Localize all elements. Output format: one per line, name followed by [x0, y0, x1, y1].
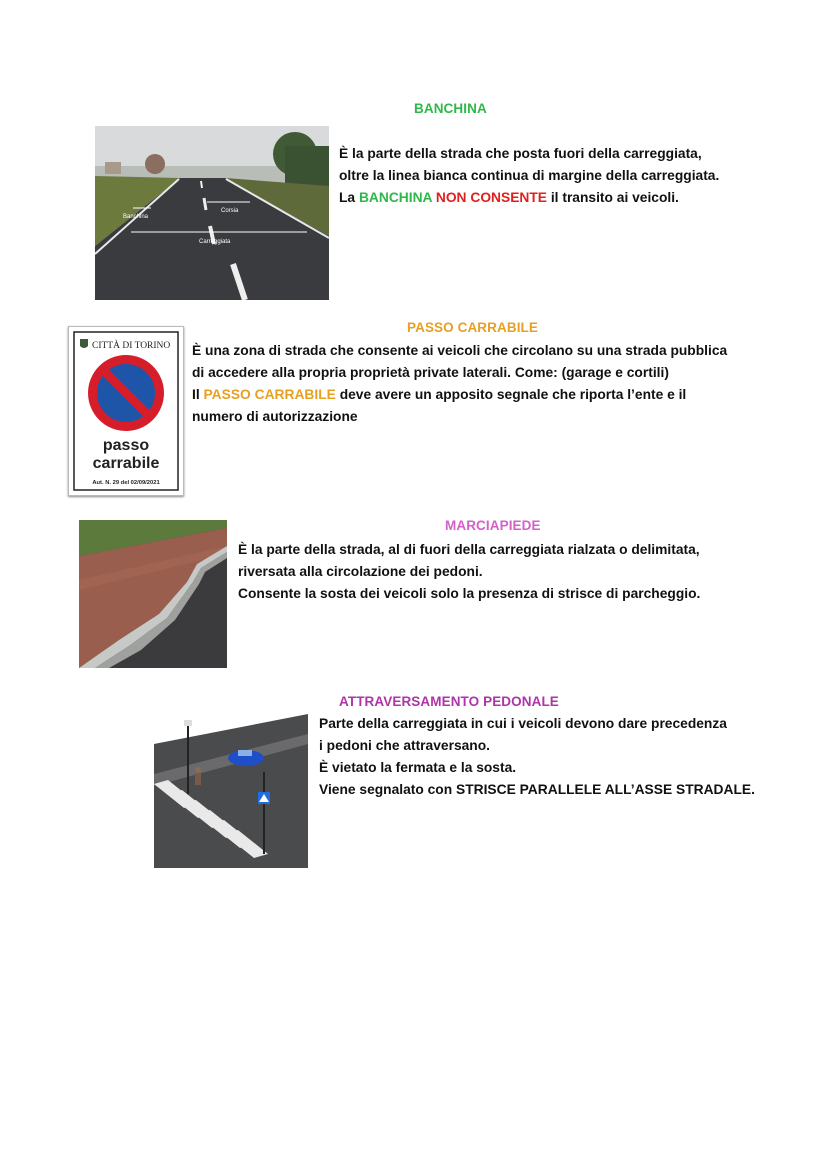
marciapiede-line-2: riversata alla circolazione dei pedoni.: [238, 564, 483, 579]
marciapiede-title: MARCIAPIEDE: [445, 518, 541, 533]
passo-line-1: È una zona di strada che consente ai veicoli che circolano su una strada pubblica: [192, 343, 728, 358]
attraversamento-text: [319, 713, 755, 801]
marciapiede-line-3: Consente la sosta dei veicoli solo la presenza di strisce di parcheggio.: [238, 586, 701, 601]
passo-carrabile-sign: [68, 326, 184, 496]
attraversamento-photo: [154, 714, 308, 868]
passo-carrabile-highlight: PASSO CARRABILE: [203, 387, 336, 402]
coat-of-arms-icon: [80, 339, 88, 348]
marciapiede-photo: [79, 520, 227, 668]
banchina-text: [339, 143, 719, 209]
passo-carrabile-text: [192, 340, 727, 428]
passo-line-4: numero di autorizzazione: [192, 409, 358, 424]
attraversamento-title: ATTRAVERSAMENTO PEDONALE: [339, 694, 559, 709]
banchina-line-2: oltre la linea bianca continua di margine della carreggiata.: [339, 168, 720, 183]
banchina-highlight: BANCHINA: [358, 190, 433, 205]
text-span: deve avere un apposito segnale che riporta l’ente e il: [335, 387, 687, 402]
passo-line-2: di accedere alla propria proprietà private laterali. Come: (garage e cortili): [192, 365, 669, 380]
pedestrian-icon: [195, 773, 201, 785]
attraversamento-line-1: Parte della carreggiata in cui i veicoli devono dare precedenza: [319, 716, 727, 731]
banchina-line-1: È la parte della strada che posta fuori della carreggiata,: [339, 146, 702, 161]
passo-carrabile-title: PASSO CARRABILE: [407, 320, 539, 335]
banchina-road-photo: [95, 126, 329, 300]
attraversamento-line-3: È vietato la fermata e la sosta.: [319, 760, 517, 775]
sign-word-passo: passo: [102, 437, 150, 454]
sign-word-carrabile: carrabile: [92, 455, 160, 472]
banchina-line-3: [339, 187, 719, 209]
non-consente-highlight: NON CONSENTE: [435, 190, 548, 205]
carreggiata-label: Carreggiata: [199, 239, 231, 245]
attraversamento-line-2: i pedoni che attraversano.: [319, 738, 490, 753]
marciapiede-text: [238, 539, 700, 605]
banchina-label: Banchina: [123, 214, 149, 220]
text-span: Il: [192, 387, 204, 402]
passo-line-3: [192, 384, 727, 406]
marciapiede-line-1: È la parte della strada, al di fuori della carreggiata rialzata o delimitata,: [238, 542, 700, 557]
corsia-label: Corsia: [221, 208, 239, 214]
banchina-title: BANCHINA: [414, 101, 487, 116]
attraversamento-line-4: Viene segnalato con STRISCE PARALLELE ALL’ASSE STRADALE.: [319, 782, 755, 797]
sign-city: CITTÀ DI TORINO: [92, 341, 171, 351]
text-span: il transito ai veicoli.: [547, 190, 679, 205]
sign-authorization: Aut. N. 29 del 02/09/2021: [92, 480, 160, 486]
text-span: La: [339, 190, 359, 205]
